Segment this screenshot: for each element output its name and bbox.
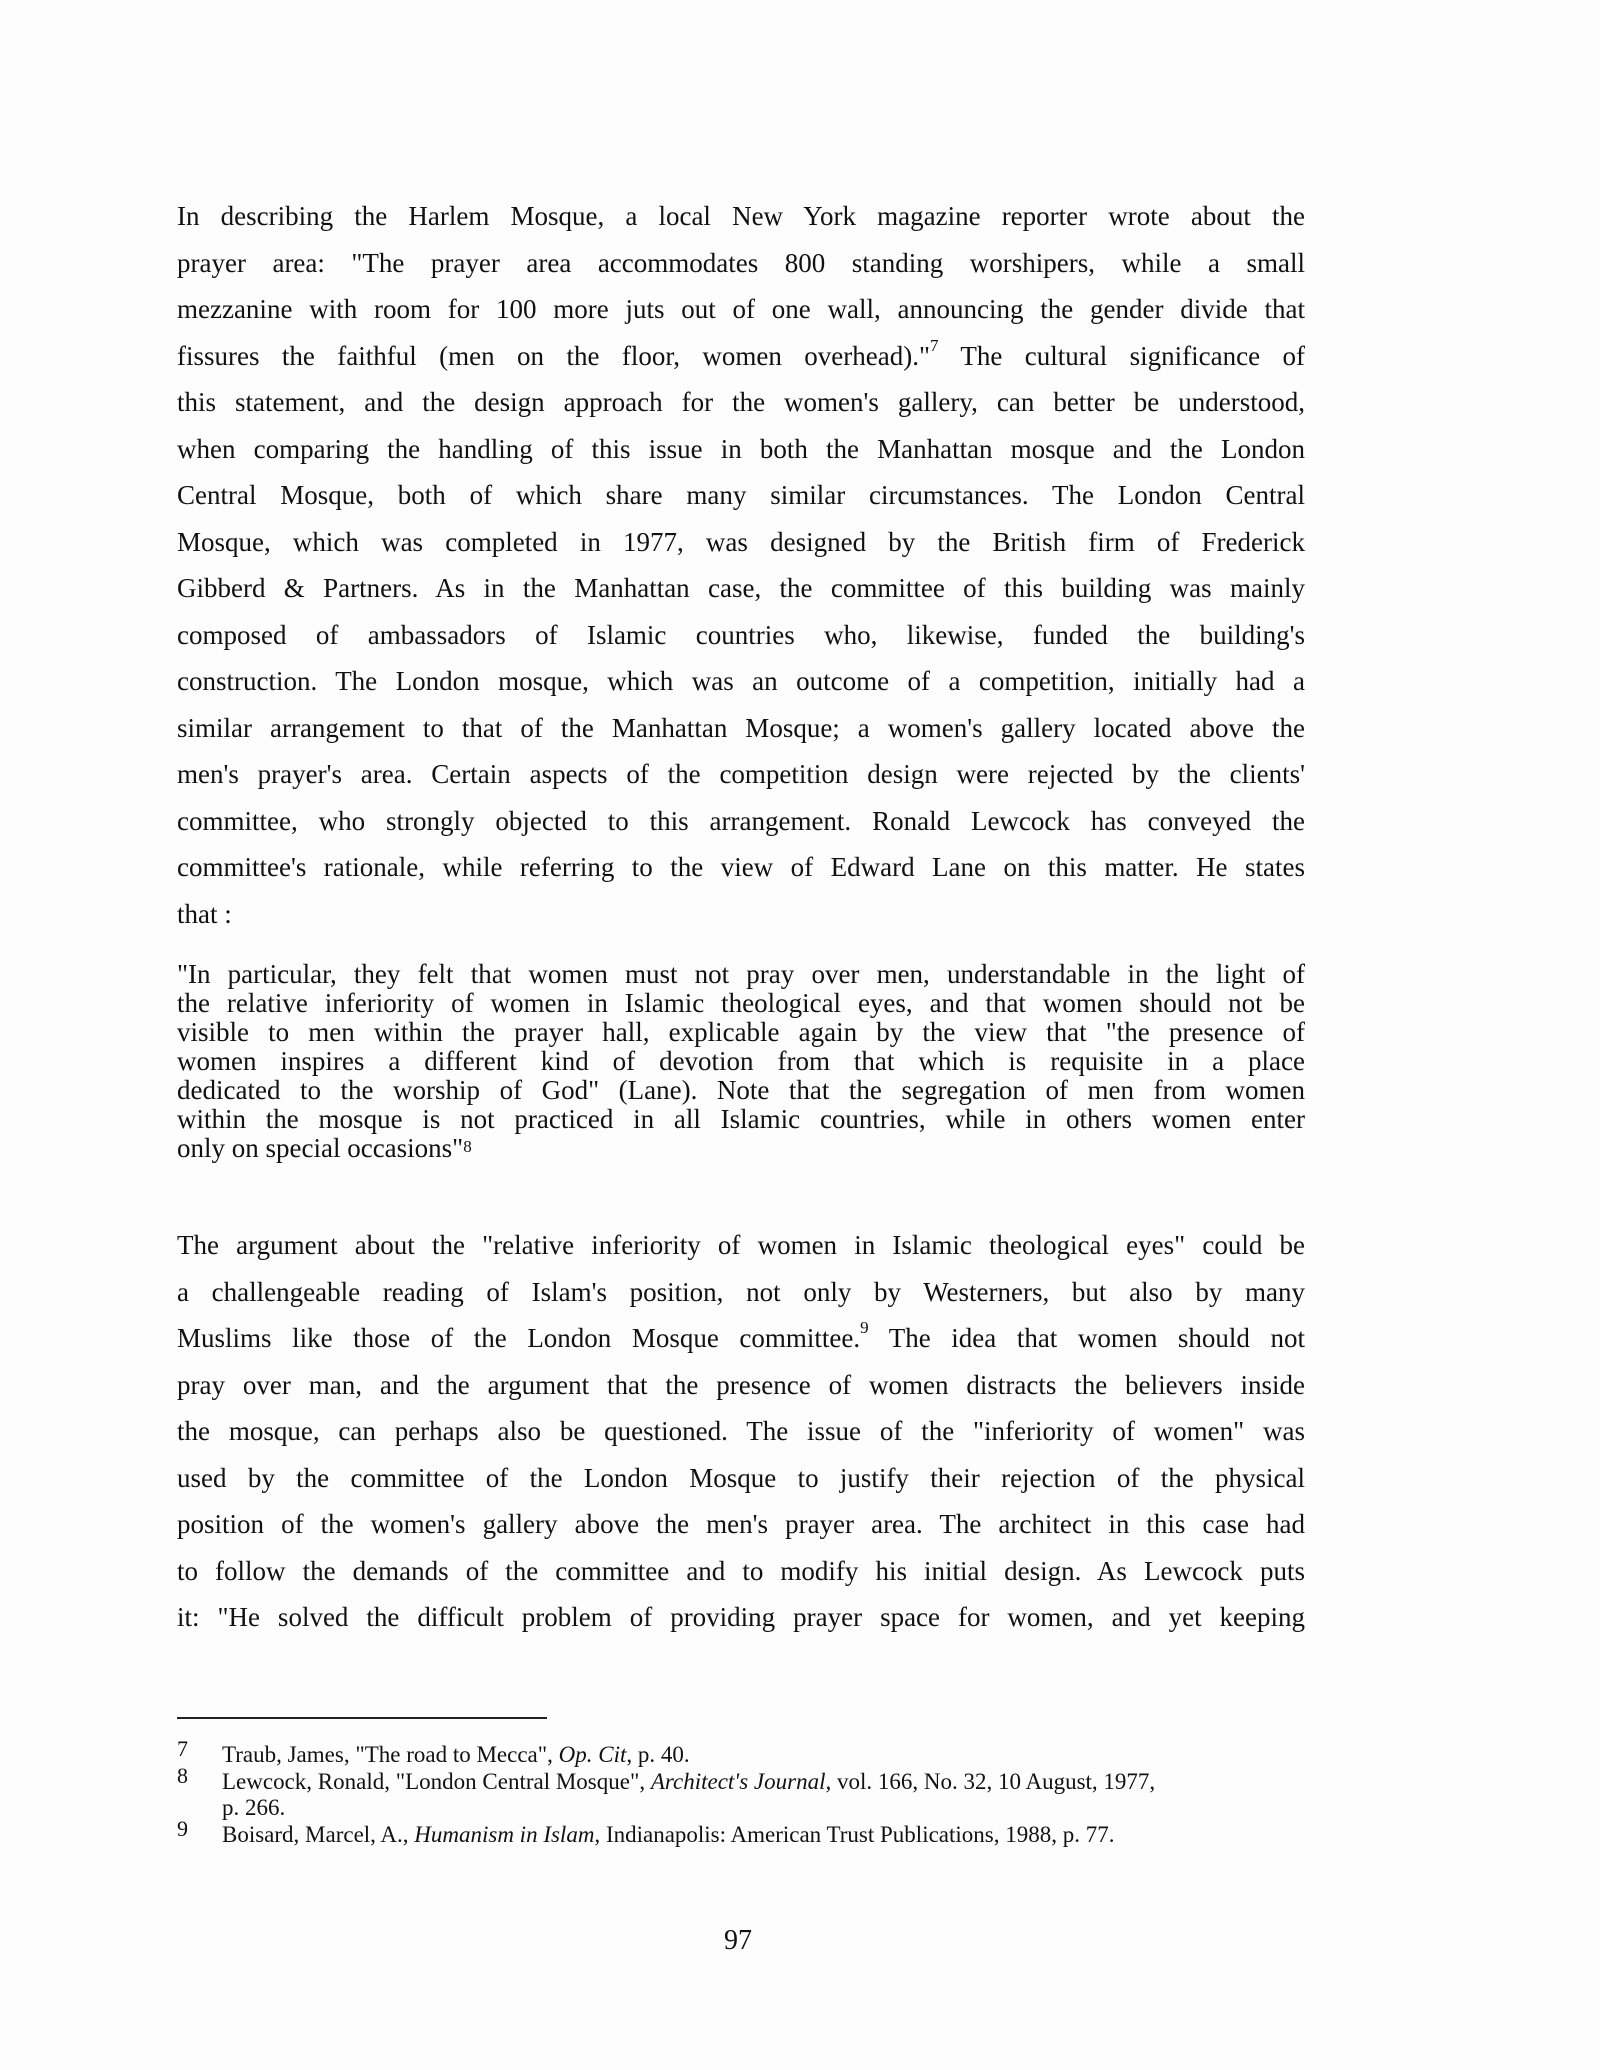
text-line: that :: [177, 898, 232, 929]
citation-details: Indianapolis: American Trust Publications, 1988, p. 77.: [600, 1822, 1115, 1847]
text-line: prayer area: "The prayer area accommodates 800 standing worshipers, while a small: [177, 247, 1305, 278]
citation-title: Architect's Journal,: [650, 1769, 832, 1794]
footnote-text: [222, 1822, 1327, 1848]
citation-details: , p. 40.: [626, 1742, 690, 1767]
text-segment: only on special occasions": [177, 1133, 464, 1163]
text-line: used by the committee of the London Mosque to justify their rejection of the physical: [177, 1462, 1305, 1493]
footnote-ref-9[interactable]: 9: [860, 1318, 869, 1337]
text-line: similar arrangement to that of the Manhattan Mosque; a women's gallery located above the: [177, 712, 1305, 743]
text-line: committee's rationale, while referring to the view of Edward Lane on this matter. He states: [177, 852, 1305, 882]
text-line: this statement, and the design approach for the women's gallery, can better be understood,: [177, 387, 1305, 417]
footnote-number: 9: [177, 1816, 188, 1841]
footnote-continuation: p. 266.: [222, 1795, 286, 1820]
page-number: 97: [724, 1925, 752, 1956]
text-segment: The cultural significance of: [938, 340, 1306, 371]
quote-line: [177, 1134, 1305, 1163]
citation-author: Traub, James, "The road to Mecca",: [222, 1742, 559, 1767]
text-line: pray over man, and the argument that the presence of women distracts the believers inside: [177, 1369, 1305, 1400]
footnote-text: [222, 1742, 1327, 1768]
footnote-8: [177, 1763, 1327, 1821]
quote-line: "In particular, they felt that women must not pray over men, understandable in the light of: [177, 959, 1305, 989]
quote-line: visible to men within the prayer hall, explicable again by the view that "the presence of: [177, 1017, 1305, 1047]
text-line: committee, who strongly objected to this arrangement. Ronald Lewcock has conveyed the: [177, 805, 1305, 836]
quote-line: dedicated to the worship of God" (Lane). Note that the segregation of men from women: [177, 1075, 1305, 1105]
footnote-ref-7[interactable]: 7: [930, 335, 939, 355]
text-line: The argument about the "relative inferiority of women in Islamic theological eyes" could be: [177, 1230, 1305, 1260]
citation-details: vol. 166, No. 32, 10 August, 1977,: [831, 1769, 1156, 1794]
text-line: position of the women's gallery above the men's prayer area. The architect in this case had: [177, 1509, 1305, 1539]
quote-line: women inspires a different kind of devotion from that which is requisite in a place: [177, 1046, 1305, 1076]
text-line: Gibberd & Partners. As in the Manhattan case, the committee of this building was mainly: [177, 573, 1305, 603]
quote-line: within the mosque is not practiced in all Islamic countries, while in others women enter: [177, 1104, 1305, 1134]
text-line: the mosque, can perhaps also be questioned. The issue of the "inferiority of women" was: [177, 1416, 1305, 1446]
footnote-7: [177, 1736, 1327, 1768]
text-line: construction. The London mosque, which was an outcome of a competition, initially had a: [177, 666, 1305, 696]
block-quote: [177, 960, 1305, 1163]
quote-line: the relative inferiority of women in Islamic theological eyes, and that women should not be: [177, 988, 1305, 1018]
footnote-number: 8: [177, 1763, 188, 1788]
text-line: it: "He solved the difficult problem of providing prayer space for women, and yet keeping: [177, 1602, 1305, 1632]
footnote-9: [177, 1816, 1327, 1848]
citation-title: Humanism in Islam,: [414, 1822, 601, 1847]
text-line: [177, 333, 1305, 380]
text-line: composed of ambassadors of Islamic countries who, likewise, funded the building's: [177, 619, 1305, 650]
text-line: a challengeable reading of Islam's position, not only by Westerners, but also by many: [177, 1276, 1305, 1307]
footnote-ref-8[interactable]: 8: [463, 1137, 472, 1156]
text-line: Central Mosque, both of which share many similar circumstances. The London Central: [177, 480, 1305, 510]
text-segment: Muslims like those of the London Mosque committee.: [177, 1323, 861, 1353]
body-paragraph-1: [177, 193, 1305, 937]
citation-author: Lewcock, Ronald, "London Central Mosque",: [222, 1769, 651, 1794]
body-paragraph-2: [177, 1222, 1305, 1641]
citation-title: Op. Cit: [558, 1742, 627, 1767]
text-line: mezzanine with room for 100 more juts out of one wall, announcing the gender divide that: [177, 294, 1305, 324]
text-line: when comparing the handling of this issue in both the Manhattan mosque and the London: [177, 433, 1305, 464]
text-segment: fissures the faithful (men on the floor, women overhead).": [177, 340, 930, 371]
text-line: [177, 1315, 1305, 1362]
citation-author: Boisard, Marcel, A.,: [222, 1822, 415, 1847]
text-line: men's prayer's area. Certain aspects of the competition design were rejected by the clients': [177, 759, 1305, 789]
text-line: Mosque, which was completed in 1977, was designed by the British firm of Frederick: [177, 526, 1305, 557]
footnote-divider: [177, 1717, 547, 1719]
text-segment: The idea that women should not: [868, 1323, 1305, 1353]
footnote-number: 7: [177, 1736, 188, 1761]
text-line: to follow the demands of the committee and to modify his initial design. As Lewcock puts: [177, 1555, 1305, 1586]
text-line: In describing the Harlem Mosque, a local New York magazine reporter wrote about the: [177, 201, 1305, 231]
footnotes: [177, 1736, 1327, 1848]
footnote-text: [222, 1769, 1327, 1795]
